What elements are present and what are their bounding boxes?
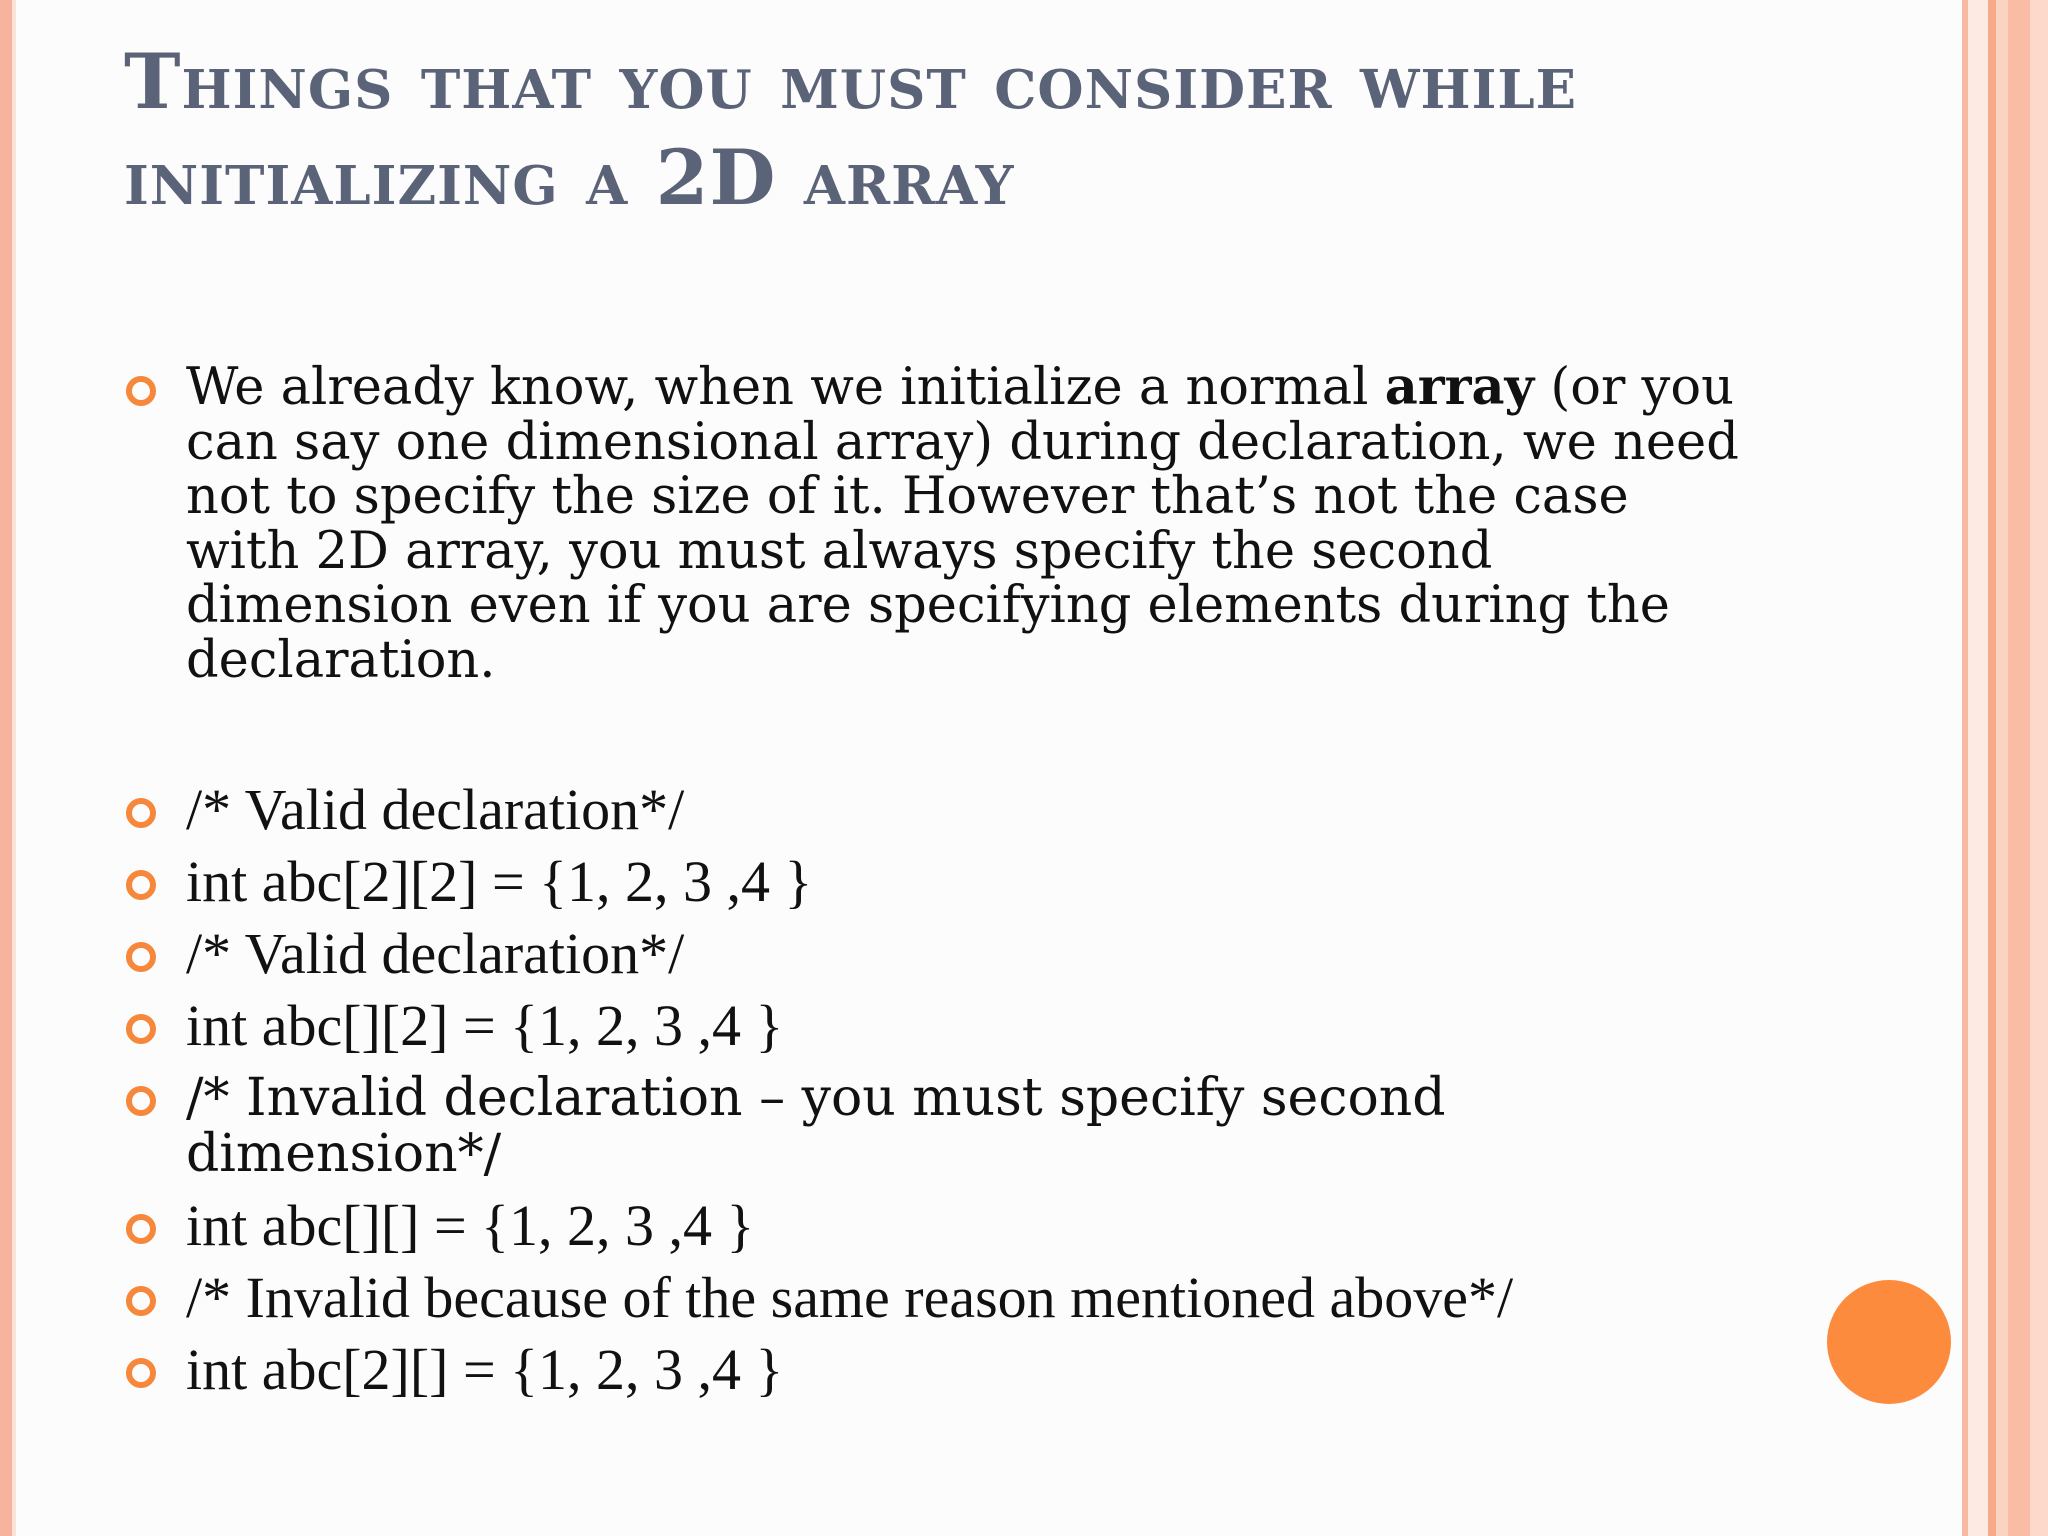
right-border-stripe bbox=[2030, 0, 2048, 1536]
hollow-circle-bullet-icon bbox=[126, 1286, 156, 1316]
code-line: int abc[][] = {1, 2, 3 ,4 } bbox=[186, 1193, 755, 1258]
list-item bbox=[124, 1190, 1744, 1262]
code-line: int abc[2][] = {1, 2, 3 ,4 } bbox=[186, 1337, 784, 1402]
orange-circle-decoration bbox=[1827, 1280, 1951, 1404]
paragraph-text-start: We already know, when we initialize a normal bbox=[186, 358, 1385, 417]
list-item bbox=[124, 1070, 1744, 1182]
right-border-stripe bbox=[2008, 0, 2030, 1536]
hollow-circle-bullet-icon bbox=[126, 1014, 156, 1044]
list-item bbox=[124, 774, 1744, 846]
list-item bbox=[124, 846, 1744, 918]
code-line: int abc[2][2] = {1, 2, 3 ,4 } bbox=[186, 849, 813, 914]
hollow-circle-bullet-icon bbox=[126, 798, 156, 828]
code-comment: /* Valid declaration*/ bbox=[186, 777, 685, 842]
list-item-paragraph bbox=[124, 357, 1744, 690]
paragraph-bold-word: array bbox=[1384, 357, 1535, 417]
hollow-circle-bullet-icon bbox=[126, 942, 156, 972]
right-border-stripe bbox=[1996, 0, 2008, 1536]
list-item bbox=[124, 1262, 1744, 1334]
slide-title bbox=[124, 34, 1744, 226]
right-border-stripe bbox=[1968, 0, 1988, 1536]
slide-title-line-1: Things that you must consider while bbox=[124, 37, 1578, 126]
list-item bbox=[124, 918, 1744, 990]
slide-title-line-2: initializing a 2D array bbox=[124, 133, 1015, 222]
right-border-stripe bbox=[1988, 0, 1996, 1536]
code-comment: /* Invalid declaration – you must specify second dimension*/ bbox=[186, 1068, 1446, 1184]
hollow-circle-bullet-icon bbox=[126, 376, 156, 406]
bullet-list bbox=[124, 357, 1744, 1406]
list-item bbox=[124, 1334, 1744, 1406]
left-border-bar bbox=[0, 0, 12, 1536]
paragraph-text-end: (or you can say one dimensional array) during declaration, we need not to specify the size of it. However that’s not the case with 2D array, you must always specify the second dimension even if you are specifying elements during the declaration. bbox=[186, 358, 1739, 690]
code-line: int abc[][2] = {1, 2, 3 ,4 } bbox=[186, 993, 784, 1058]
hollow-circle-bullet-icon bbox=[126, 1358, 156, 1388]
list-item bbox=[124, 990, 1744, 1062]
code-comment: /* Invalid because of the same reason mentioned above*/ bbox=[186, 1265, 1514, 1330]
hollow-circle-bullet-icon bbox=[126, 1214, 156, 1244]
left-border-inner bbox=[12, 0, 16, 1536]
hollow-circle-bullet-icon bbox=[126, 870, 156, 900]
hollow-circle-bullet-icon bbox=[126, 1086, 156, 1116]
code-comment: /* Valid declaration*/ bbox=[186, 921, 685, 986]
